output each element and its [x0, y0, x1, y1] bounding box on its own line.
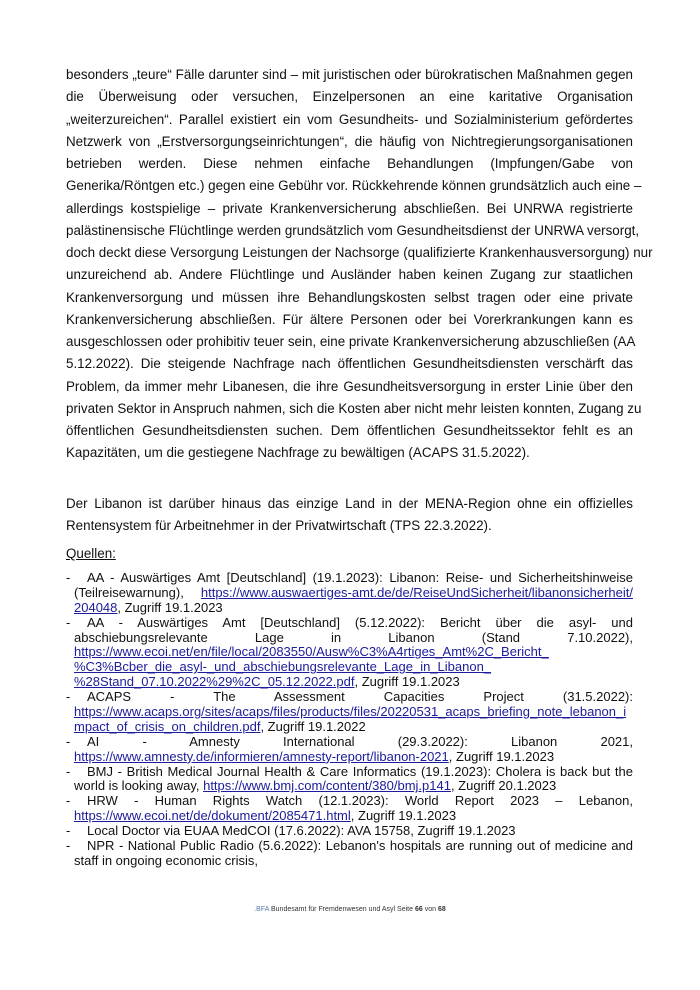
source-text: , Zugriff 19.1.2023 [117, 599, 223, 615]
source-link[interactable]: https://www.ecoi.net/en/file/local/2083550/Ausw%C3%A4rtiges_Amt%2C_Bericht_ [74, 644, 549, 660]
source-text: AA - Auswärtiges Amt [Deutschland] (19.1.2023): Libanon: Reise- und Sicherheitshinweise [87, 570, 633, 585]
source-text: world is looking away, [74, 778, 204, 794]
source-item [66, 690, 633, 735]
source-link[interactable]: %C3%Bcber_die_asyl-_und_abschiebungsrelevante_Lage_in_Libanon_ [74, 659, 492, 675]
source-link[interactable]: https://www.amnesty.de/informieren/amnesty-report/libanon-2021 [74, 748, 449, 764]
source-item [66, 839, 633, 869]
text-line: ausgeschlossen oder prohibitiv teuer sein, eine private Krankenversicherung abzuschließen (AA [66, 334, 636, 349]
text-line: die Überweisung oder versuchen, Einzelpersonen an eine karitative Organisation [66, 89, 633, 105]
list-bullet: - [66, 689, 71, 705]
source-line [66, 690, 633, 705]
sources-heading: Quellen: [66, 546, 116, 561]
source-text: , Zugriff 19.1.2023 [354, 674, 460, 690]
text-line: besonders „teure“ Fälle darunter sind – mit juristischen oder bürokratischen Maßnahmen gegen [66, 67, 633, 82]
source-line [66, 586, 633, 601]
source-text: BMJ - British Medical Journal Health & Care Informatics (19.1.2023): Cholera is back but the [87, 763, 633, 779]
source-link[interactable]: 204048 [74, 599, 118, 615]
source-text: staff in ongoing economic crisis, [74, 852, 259, 868]
footer-page-total: 68 [437, 906, 446, 913]
text-line: Rentensystem für Arbeitnehmer in der Privatwirtschaft (TPS 22.3.2022). [66, 518, 492, 534]
source-item [66, 765, 633, 795]
footer-page-number: 66 [414, 906, 423, 913]
footer-of: von [424, 906, 437, 913]
text-line: Netzwerk von „Erstversorgungseinrichtungen“, die häufig von Nichtregierungsorganisationen [66, 133, 633, 149]
source-text: AA - Auswärtiges Amt [Deutschland] (5.12.2022): Bericht über die asyl- und [87, 614, 633, 630]
source-link[interactable]: https://www.ecoi.net/de/dokument/2085471.html [74, 808, 351, 824]
source-link[interactable]: %28Stand_07.10.2022%29%2C_05.12.2022.pdf [74, 674, 355, 690]
text-line: 5.12.2022). Die steigende Nachfrage nach öffentlichen Gesundheitsdiensten verschärft das [66, 356, 633, 372]
text-line: „weiterzureichen“. Parallel existiert ein vom Gesundheits- und Sozialministerium gefördertes [66, 111, 633, 127]
source-item [66, 794, 633, 824]
source-line [66, 750, 633, 765]
source-text: NPR - National Public Radio (5.6.2022): Lebanon's hospitals are running out of medicine and [87, 838, 633, 854]
source-text: , Zugriff 19.1.2023 [350, 808, 457, 824]
source-line [66, 809, 633, 824]
source-line [66, 765, 633, 780]
source-text: AI - Amnesty International (29.3.2022): Libanon 2021, [87, 733, 633, 749]
source-text: HRW - Human Rights Watch (12.1.2023): World Report 2023 – Lebanon, [87, 793, 633, 809]
source-text: , Zugriff 20.1.2023 [450, 778, 557, 794]
source-line [66, 839, 633, 854]
source-line [66, 720, 633, 735]
list-bullet: - [66, 793, 71, 809]
body-paragraph-healthcare [66, 64, 653, 465]
source-item [66, 571, 633, 616]
sources-list [66, 571, 633, 869]
text-line: Generika/Röntgen etc.) gegen eine Gebühr vor. Rückkehrende können grundsätzlich auch eine – [66, 178, 642, 194]
source-text: , Zugriff 19.1.2022 [260, 718, 366, 734]
source-item [66, 616, 633, 690]
source-line [66, 645, 633, 660]
text-line: Krankenversicherung abschließen. Für ältere Personen oder bei Vorerkrankungen kann es [66, 311, 633, 327]
source-text: ACAPS - The Assessment Capacities Project (31.5.2022): [87, 689, 633, 705]
source-line [66, 779, 633, 794]
list-bullet: - [66, 823, 71, 839]
list-bullet: - [66, 763, 71, 779]
source-text: abschiebungsrelevante Lage in Libanon (Stand 7.10.2022), [74, 629, 633, 645]
list-bullet: - [66, 570, 71, 585]
source-text: (Teilreisewarnung), [74, 584, 201, 600]
source-item [66, 735, 633, 765]
text-line: Der Libanon ist darüber hinaus das einzige Land in der MENA-Region ohne ein offizielles [66, 496, 633, 511]
text-line: doch deckt diese Versorgung Leistungen der Nachsorge (qualifizierte Krankenhausversorgung) nur [66, 245, 653, 260]
text-line: betrieben werden. Diese nehmen einfache Behandlungen (Impfungen/Gabe von [66, 156, 633, 171]
source-line [66, 616, 633, 631]
source-line [66, 794, 633, 809]
text-line: palästinensische Flüchtlinge werden grundsätzlich vom Gesundheitsdienst der UNRWA versorgt, [66, 222, 640, 238]
text-line: unzureichend ab. Andere Flüchtlinge und Ausländer haben keinen Zugang zur staatlichen [66, 267, 633, 283]
text-line: Problem, da immer mehr Libanesen, die ihre Gesundheitsversorgung in erster Linie über den [66, 378, 633, 394]
body-paragraph-pension [66, 493, 633, 538]
source-line [66, 824, 633, 839]
source-link[interactable]: https://www.bmj.com/content/380/bmj.p141 [203, 778, 451, 794]
list-bullet: - [66, 733, 71, 749]
source-line [66, 705, 633, 720]
source-line [66, 675, 633, 690]
source-line [66, 660, 633, 675]
source-text: Local Doctor via EUAA MedCOI (17.6.2022): AVA 15758, Zugriff 19.1.2023 [87, 823, 516, 839]
source-link[interactable]: mpact_of_crisis_on_children.pdf [74, 718, 261, 734]
source-line [66, 854, 633, 869]
footer-org: Bundesamt für Fremdenwesen und Asyl Seite [270, 906, 414, 913]
source-line [66, 601, 633, 616]
source-line [66, 571, 633, 586]
list-bullet: - [66, 614, 71, 630]
source-line [66, 735, 633, 750]
list-bullet: - [66, 838, 71, 854]
text-line: allerdings kostspielige – private Krankenversicherung abschließen. Bei UNRWA registrierte [66, 200, 633, 216]
text-line: öffentlichen Gesundheitsdiensten suchen. Dem öffentlichen Gesundheitssektor fehlt es an [66, 423, 633, 438]
page-footer [0, 906, 700, 913]
source-item [66, 824, 633, 839]
bfa-logo-text: .BFA [254, 906, 270, 913]
source-link[interactable]: https://www.acaps.org/sites/acaps/files/products/files/20220531_acaps_briefing_note_lebanon_i [74, 704, 627, 720]
text-line: privaten Sektor in Anspruch nahmen, sich die Kosten aber nicht mehr leisten konnten, Zugang zu [66, 400, 642, 416]
source-line [66, 631, 633, 646]
text-line: Kapazitäten, um die gestiegene Nachfrage zu bewältigen (ACAPS 31.5.2022). [66, 445, 530, 461]
source-text: , Zugriff 19.1.2023 [448, 748, 555, 764]
text-line: Krankenversorgung und müssen ihre Behandlungskosten selbst tragen oder eine private [66, 289, 633, 305]
source-link[interactable]: https://www.auswaertiges-amt.de/de/ReiseUndSicherheit/libanonsicherheit/ [200, 584, 633, 600]
